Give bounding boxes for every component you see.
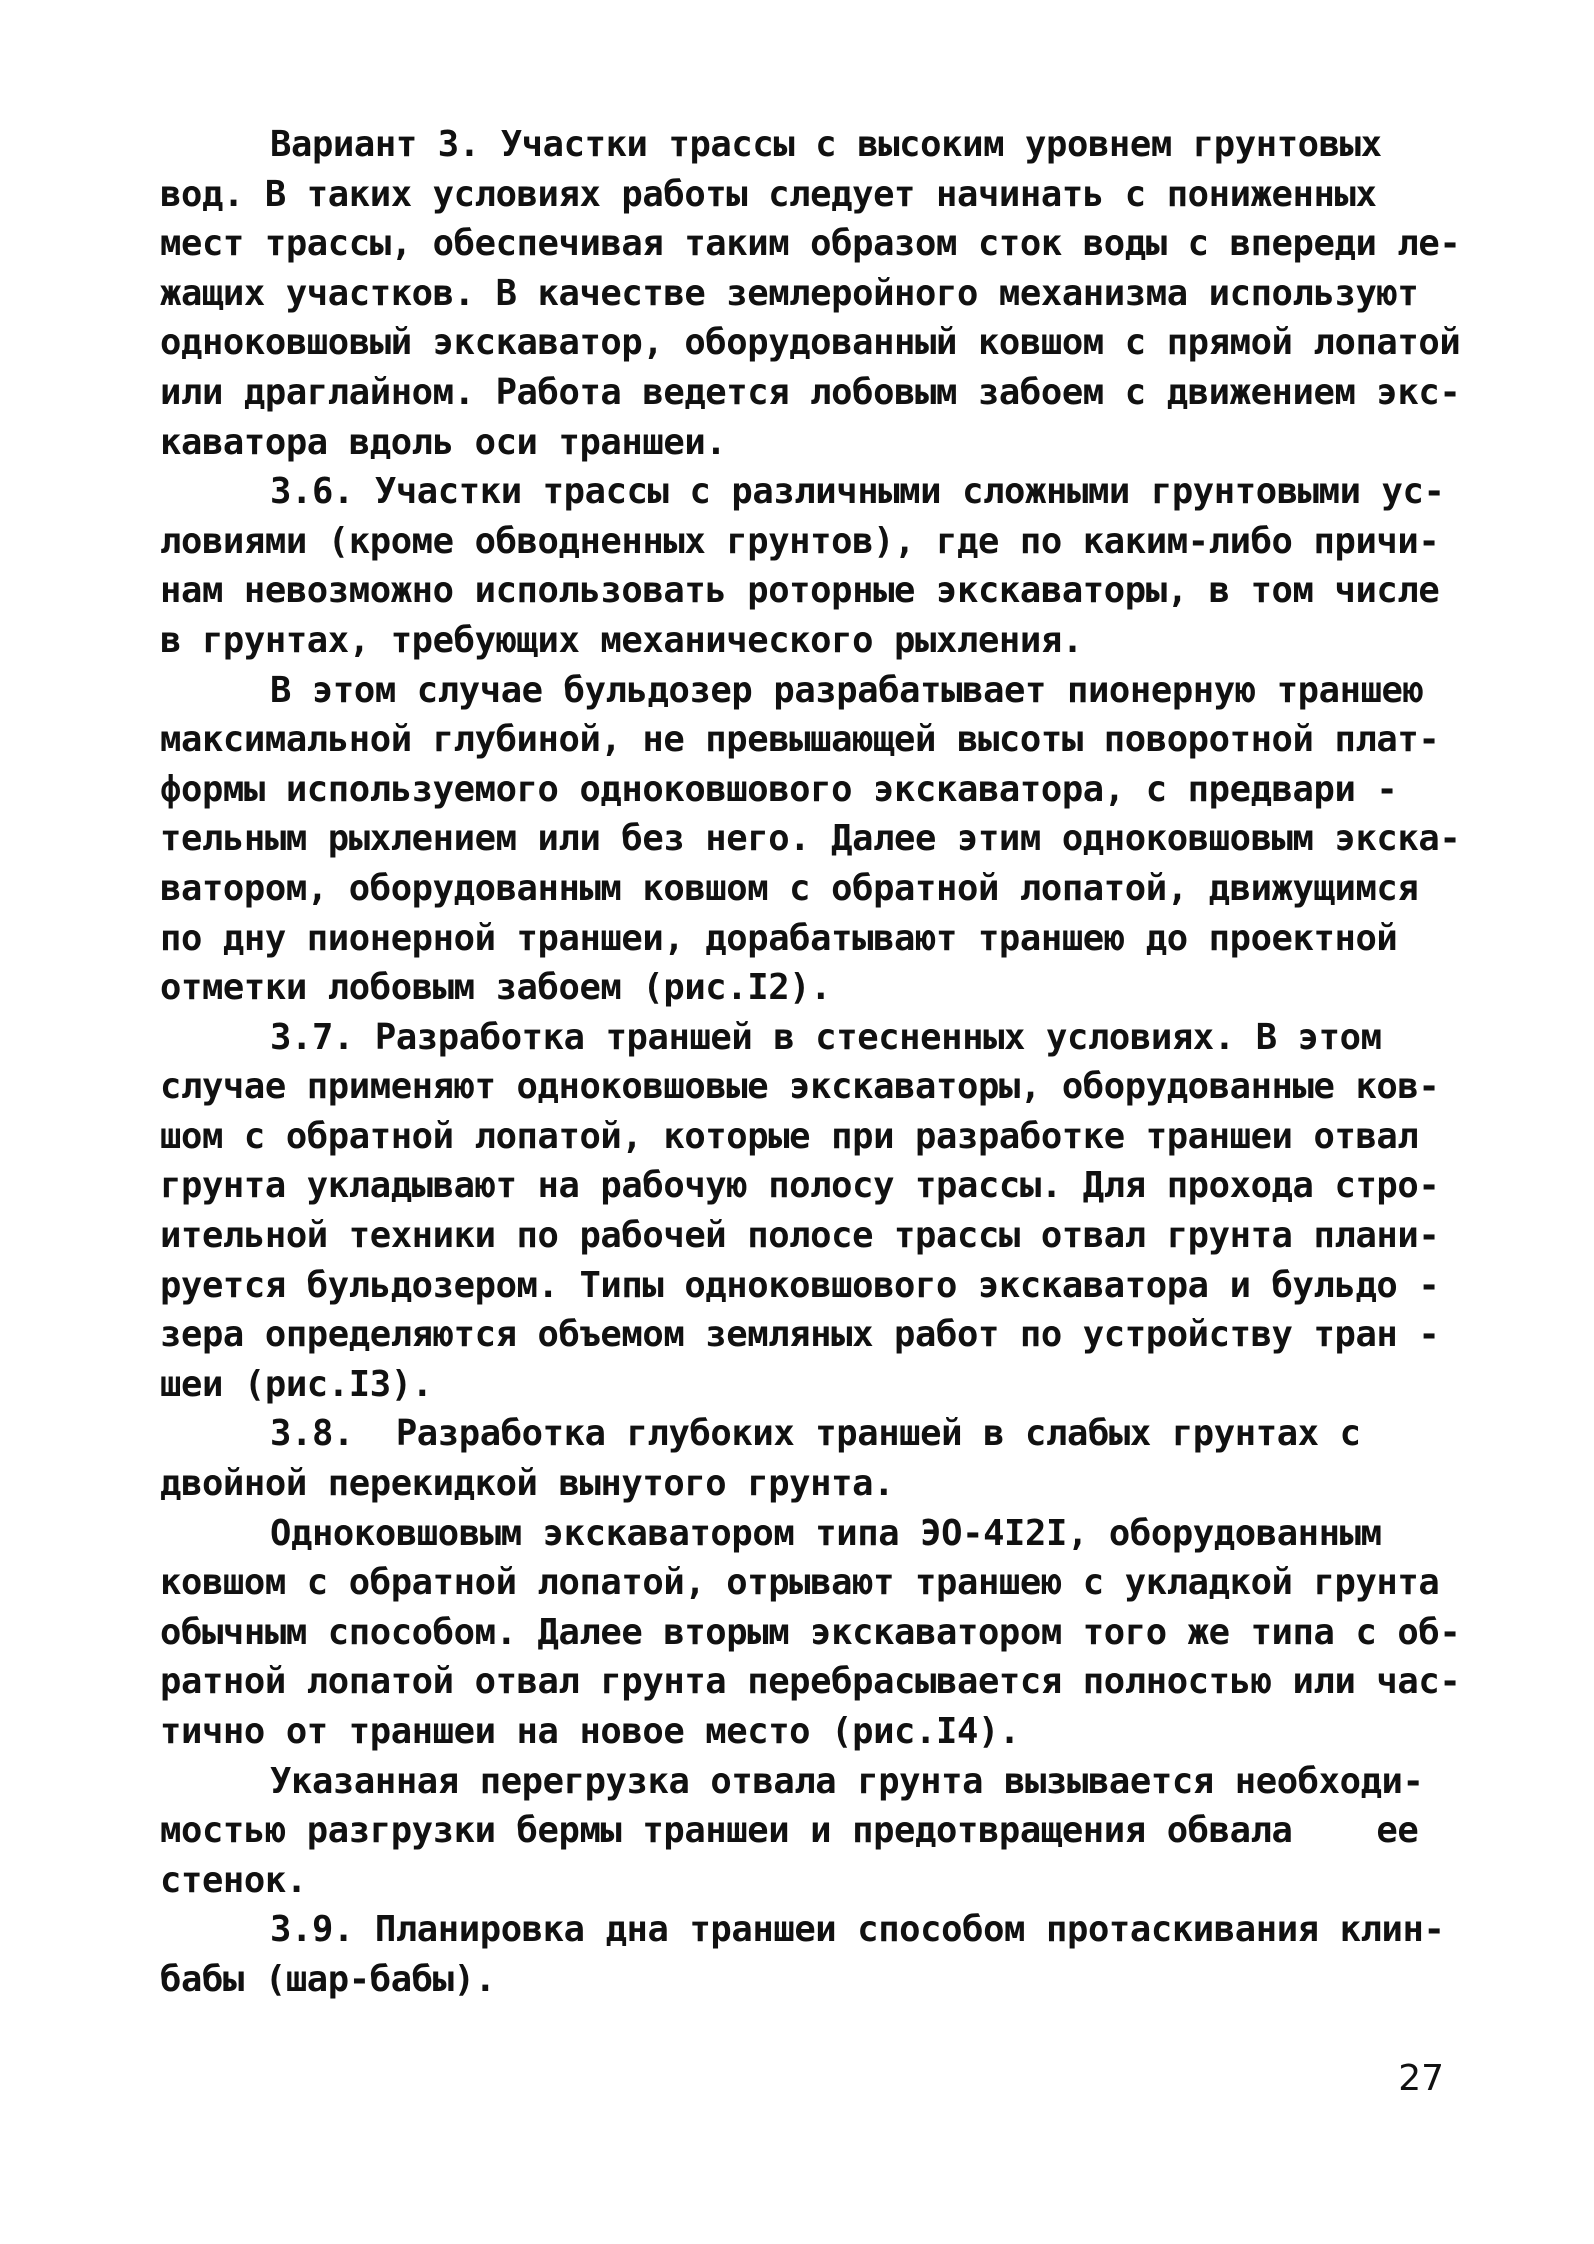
text-line: ратной лопатой отвал грунта перебрасывается полностью или час-: [160, 1661, 1461, 1703]
text-line: жащих участков. В качестве землеройного механизма используют: [160, 272, 1419, 314]
text-line: стенок.: [160, 1859, 307, 1901]
text-line: случае применяют одноковшовые экскаваторы, оборудованные ков-: [160, 1066, 1440, 1108]
text-line: вод. В таких условиях работы следует начинать с пониженных: [160, 173, 1377, 215]
text-line: 3.9. Планировка дна траншеи способом протаскивания клин-: [270, 1909, 1445, 1951]
text-line: отметки лобовым забоем (рис.I2).: [160, 967, 832, 1009]
text-line: в грунтах, требующих механического рыхления.: [160, 619, 1083, 661]
text-line: 3.8. Разработка глубоких траншей в слабых грунтах с: [270, 1413, 1361, 1455]
page-number: 27: [1398, 2058, 1444, 2099]
text-line: грунта укладывают на рабочую полосу трассы. Для прохода стро-: [160, 1165, 1440, 1207]
text-line: максимальной глубиной, не превышающей высоты поворотной плат-: [160, 719, 1440, 761]
text-line: зера определяются объемом земляных работ по устройству тран -: [160, 1314, 1440, 1356]
text-line: мостью разгрузки бермы траншеи и предотвращения обвала ее: [160, 1810, 1419, 1852]
text-line: ительной техники по рабочей полосе трассы отвал грунта плани-: [160, 1215, 1440, 1257]
text-line: ковшом с обратной лопатой, отрывают траншею с укладкой грунта: [160, 1562, 1440, 1604]
text-line: тично от траншеи на новое место (рис.I4).: [160, 1711, 1020, 1752]
text-line: Одноковшовым экскаватором типа ЭО-4I2I, оборудованным: [270, 1512, 1382, 1554]
text-line: одноковшовый экскаватор, оборудованный ковшом с прямой лопатой: [160, 322, 1461, 364]
text-line: шом с обратной лопатой, которые при разработке траншеи отвал: [160, 1115, 1419, 1157]
text-line: или драглайном. Работа ведется лобовым забоем с движением экс-: [160, 371, 1461, 413]
text-line: по дну пионерной траншеи, дорабатывают траншею до проектной: [160, 917, 1398, 959]
text-line: бабы (шар-бабы).: [160, 1958, 496, 2000]
text-line: формы используемого одноковшового экскаватора, с предвари -: [160, 768, 1398, 810]
text-line: двойной перекидкой вынутого грунта.: [160, 1463, 895, 1505]
text-line: мест трассы, обеспечивая таким образом сток воды с впереди ле-: [160, 223, 1461, 265]
text-line: 3.7. Разработка траншей в стесненных условиях. В этом: [270, 1016, 1382, 1058]
text-line: В этом случае бульдозер разрабатывает пионерную траншею: [270, 669, 1424, 711]
text-line: обычным способом. Далее вторым экскаватором того же типа с об-: [160, 1611, 1461, 1653]
text-line: каватора вдоль оси траншеи.: [160, 421, 727, 463]
text-line: руется бульдозером. Типы одноковшового экскаватора и бульдо -: [160, 1264, 1440, 1306]
text-line: ловиями (кроме обводненных грунтов), где по каким-либо причи-: [160, 520, 1440, 562]
body-text: [160, 120, 1461, 2005]
text-line: нам невозможно использовать роторные экскаваторы, в том числе: [160, 570, 1440, 612]
text-line: шеи (рис.I3).: [160, 1363, 433, 1405]
text-line: тельным рыхлением или без него. Далее этим одноковшовым экска-: [160, 818, 1461, 860]
text-line: ватором, оборудованным ковшом с обратной лопатой, движущимся: [160, 867, 1419, 909]
text-line: Вариант 3. Участки трассы с высоким уровнем грунтовых: [270, 124, 1382, 165]
text-line: Указанная перегрузка отвала грунта вызывается необходи-: [270, 1760, 1424, 1802]
text-line: 3.6. Участки трассы с различными сложными грунтовыми ус-: [270, 471, 1445, 513]
